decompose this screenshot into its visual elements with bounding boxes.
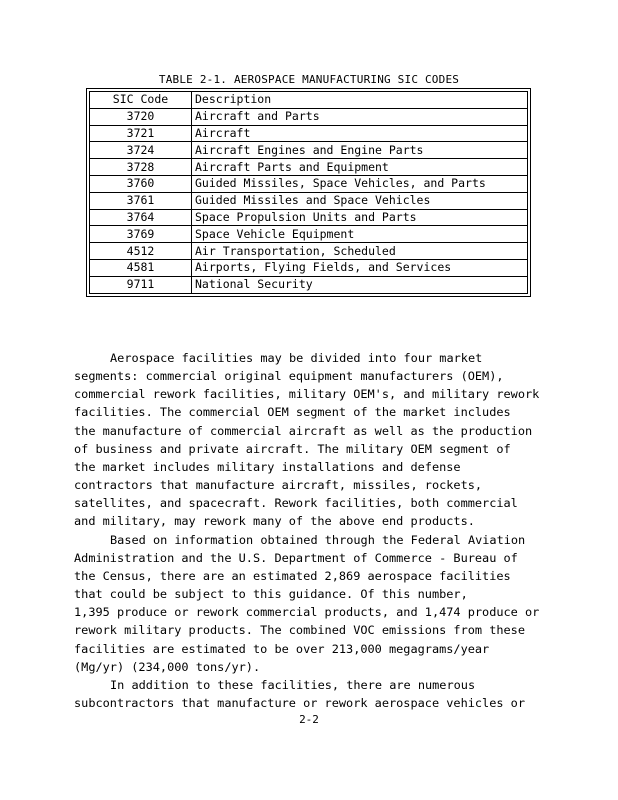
paragraph-facility-counts <box>74 531 554 676</box>
description-cell: Aircraft Engines and Engine Parts <box>192 142 528 159</box>
body-text <box>74 349 554 712</box>
sic-code-cell: 4581 <box>90 259 192 276</box>
description-cell: Guided Missiles, Space Vehicles, and Parts <box>192 175 528 192</box>
description-cell: Aircraft Parts and Equipment <box>192 159 528 176</box>
table-row <box>90 192 528 209</box>
sic-code-cell: 3769 <box>90 226 192 243</box>
page-number: 2-2 <box>299 713 319 726</box>
sic-code-cell: 9711 <box>90 276 192 293</box>
header-sic-code: SIC Code <box>90 92 192 109</box>
text-line: Aerospace facilities may be divided into four market <box>110 351 483 365</box>
text-line: that could be subject to this guidance. Of this number, <box>74 587 468 602</box>
paragraph-market-segments <box>74 349 554 531</box>
text-line: 1,395 produce or rework commercial products, and 1,474 produce or <box>74 605 540 620</box>
table-row <box>90 108 528 125</box>
text-line: commercial rework facilities, military OEM's, and military rework <box>74 387 540 402</box>
table-row <box>90 159 528 176</box>
description-cell: Guided Missiles and Space Vehicles <box>192 192 528 209</box>
text-line: of business and private aircraft. The military OEM segment of <box>74 441 511 456</box>
table-row <box>90 125 528 142</box>
text-line: segments: commercial original equipment manufacturers (OEM), <box>74 369 504 384</box>
text-line: subcontractors that manufacture or rework aerospace vehicles or <box>74 695 526 710</box>
table-row <box>90 142 528 159</box>
description-cell: Space Propulsion Units and Parts <box>192 209 528 226</box>
sic-code-cell: 3720 <box>90 108 192 125</box>
sic-codes-table <box>86 88 531 297</box>
text-line: contractors that manufacture aircraft, missiles, rockets, <box>74 478 483 493</box>
sic-code-cell: 3764 <box>90 209 192 226</box>
sic-code-cell: 3761 <box>90 192 192 209</box>
description-cell: Airports, Flying Fields, and Services <box>192 259 528 276</box>
text-line: the manufacture of commercial aircraft as well as the production <box>74 423 533 438</box>
table-row <box>90 276 528 293</box>
table-row <box>90 209 528 226</box>
text-line: rework military products. The combined VOC emissions from these <box>74 623 526 638</box>
text-line: facilities. The commercial OEM segment of the market includes <box>74 405 511 420</box>
table-header-row <box>90 92 528 109</box>
table-row <box>90 243 528 260</box>
table-row <box>90 175 528 192</box>
table-caption: TABLE 2-1. AEROSPACE MANUFACTURING SIC CODES <box>158 73 460 86</box>
text-line: the Census, there are an estimated 2,869 aerospace facilities <box>74 568 511 583</box>
text-line: In addition to these facilities, there are numerous <box>110 677 476 692</box>
description-cell: National Security <box>192 276 528 293</box>
text-line: and military, may rework many of the above end products. <box>74 514 475 529</box>
paragraph-subcontractors <box>74 676 554 712</box>
description-cell: Aircraft and Parts <box>192 108 528 125</box>
text-line: the market includes military installations and defense <box>74 459 461 474</box>
description-cell: Space Vehicle Equipment <box>192 226 528 243</box>
sic-code-cell: 3721 <box>90 125 192 142</box>
description-cell: Aircraft <box>192 125 528 142</box>
sic-code-cell: 3728 <box>90 159 192 176</box>
header-description: Description <box>192 92 528 109</box>
text-line: Administration and the U.S. Department of Commerce - Bureau of <box>74 550 518 565</box>
text-line: satellites, and spacecraft. Rework facilities, both commercial <box>74 496 518 511</box>
table-row <box>90 226 528 243</box>
table-row <box>90 259 528 276</box>
sic-code-cell: 3724 <box>90 142 192 159</box>
text-line: Based on information obtained through the Federal Aviation <box>110 532 526 547</box>
text-line: (Mg/yr) (234,000 tons/yr). <box>74 659 261 674</box>
description-cell: Air Transportation, Scheduled <box>192 243 528 260</box>
sic-code-cell: 3760 <box>90 175 192 192</box>
sic-code-cell: 4512 <box>90 243 192 260</box>
text-line: facilities are estimated to be over 213,000 megagrams/year <box>74 641 490 656</box>
